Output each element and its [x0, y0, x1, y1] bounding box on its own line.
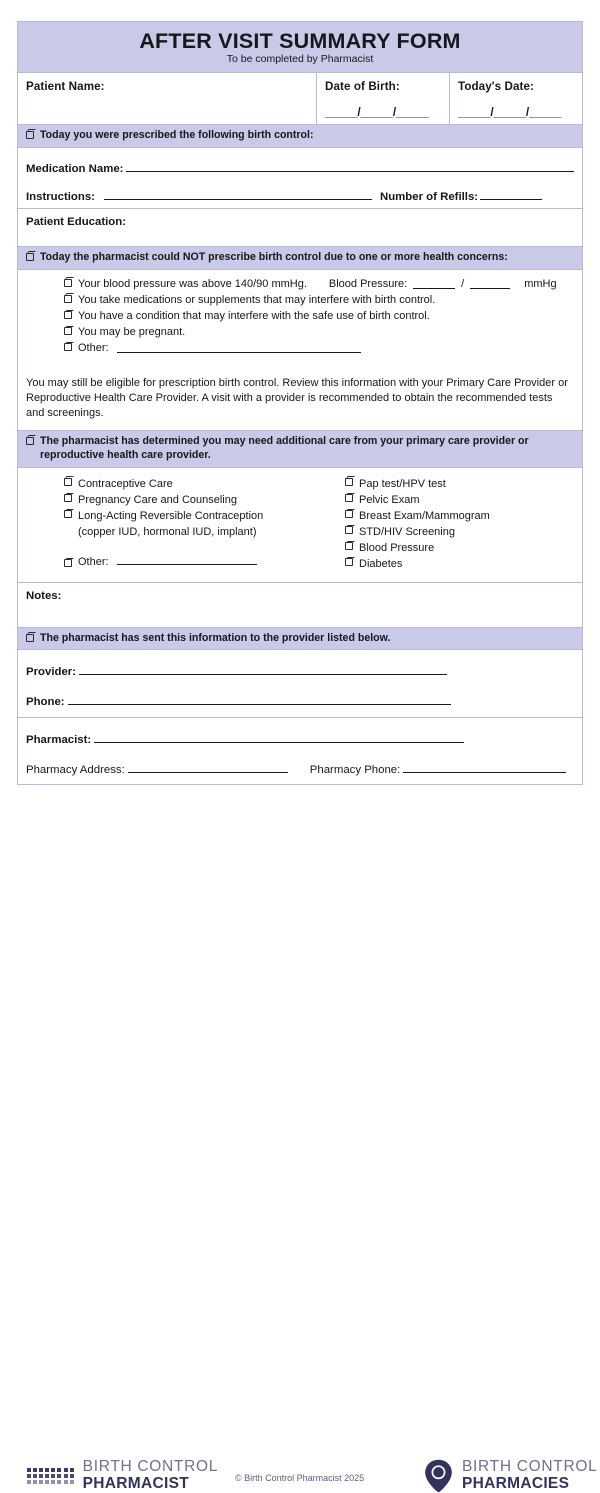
care-options-left-column: [64, 476, 345, 573]
logo-line-1: BIRTH CONTROL: [462, 1458, 598, 1476]
provider-row[interactable]: [26, 663, 574, 678]
checkbox-icon[interactable]: [26, 634, 34, 642]
section-prescribed-header[interactable]: [18, 125, 582, 148]
list-item[interactable]: [64, 492, 345, 508]
medication-name-row[interactable]: [26, 160, 574, 175]
todays-date-cell[interactable]: [450, 73, 582, 124]
patient-education-row[interactable]: [18, 209, 582, 247]
checkbox-icon[interactable]: [345, 558, 353, 566]
section-additional-care-line2: reproductive health care provider.: [40, 448, 211, 461]
notes-label: Notes:: [26, 589, 62, 602]
logo-wordmark: [462, 1459, 597, 1492]
list-item[interactable]: [64, 325, 574, 341]
list-item[interactable]: [345, 524, 574, 540]
form-title-band: [18, 22, 582, 73]
date-of-birth-field[interactable]: _____/_____/_____: [325, 104, 429, 119]
checkbox-icon[interactable]: [26, 253, 34, 261]
prescribed-fields: [18, 148, 582, 209]
patient-name-cell[interactable]: [18, 73, 317, 124]
care-option-label: Pap test/HPV test: [359, 477, 446, 490]
page-title: AFTER VISIT SUMMARY FORM: [139, 29, 461, 53]
care-option-label: Breast Exam/Mammogram: [359, 509, 490, 522]
list-item[interactable]: [345, 476, 574, 492]
care-option-label: Contraceptive Care: [78, 477, 173, 490]
health-concern-label: You may be pregnant.: [78, 325, 186, 338]
provider-phone-input[interactable]: [68, 693, 451, 705]
eligibility-paragraph: You may still be eligible for prescription birth control. Review this information with your Primary Care Provider or Reproductive Health Care Provider. A visit with a provider is recommended to obtain the recommended tests and screenings.: [18, 366, 582, 431]
section-additional-care-line1: The pharmacist has determined you may need additional care from your primary care provider or: [40, 434, 529, 447]
page-subtitle: To be completed by Pharmacist: [226, 53, 374, 66]
patient-name-label: Patient Name:: [26, 79, 105, 93]
checkbox-icon[interactable]: [345, 510, 353, 518]
refills-label: Number of Refills:: [379, 190, 479, 203]
identity-row: [18, 73, 582, 125]
section-not-prescribed-label: Today the pharmacist could NOT prescribe birth control due to one or more health concerns:: [40, 250, 508, 263]
care-option-label: Blood Pressure: [359, 542, 435, 555]
care-option-other[interactable]: [64, 553, 345, 568]
health-concerns-list: [18, 270, 582, 367]
logo-wordmark: [83, 1459, 218, 1492]
dot-grid-logo-icon: [27, 1468, 74, 1484]
section-additional-care-label: [40, 435, 529, 463]
list-item[interactable]: [64, 508, 345, 524]
health-concern-label: You take medications or supplements that may interfere with birth control.: [78, 293, 436, 306]
todays-date-field[interactable]: _____/_____/_____: [458, 104, 562, 119]
checkbox-icon[interactable]: [64, 327, 72, 335]
checkbox-icon[interactable]: [64, 478, 72, 486]
checkbox-icon[interactable]: [345, 494, 353, 502]
logo-line-2: PHARMACIES: [462, 1475, 570, 1492]
list-item[interactable]: [345, 556, 574, 572]
date-of-birth-label: Date of Birth:: [325, 79, 400, 93]
medication-name-label: Medication Name:: [26, 162, 124, 175]
care-other-label: Other:: [78, 556, 109, 569]
section-sent-label: The pharmacist has sent this information to the provider listed below.: [40, 631, 391, 644]
blood-pressure-units: mmHg: [524, 277, 557, 290]
medication-name-input[interactable]: [126, 160, 574, 172]
checkbox-icon[interactable]: [64, 311, 72, 319]
provider-label: Provider:: [26, 666, 77, 679]
birth-control-pharmacies-logo: [424, 1459, 597, 1493]
list-item[interactable]: [345, 508, 574, 524]
instructions-row[interactable]: [26, 188, 574, 203]
care-options-right-column: [345, 476, 574, 573]
date-of-birth-cell[interactable]: [317, 73, 450, 124]
page-footer: [0, 726, 600, 1492]
checkbox-icon[interactable]: [64, 279, 72, 287]
pharmacy-address-label: Pharmacy Address:: [26, 764, 125, 777]
care-option-label: STD/HIV Screening: [359, 526, 455, 539]
care-other-input[interactable]: [117, 553, 257, 565]
section-additional-care-header[interactable]: [18, 431, 582, 468]
health-concern-label: You have a condition that may interfere with the safe use of birth control.: [78, 309, 430, 322]
form-table: [17, 21, 583, 785]
checkbox-icon[interactable]: [64, 559, 72, 567]
instructions-input[interactable]: [104, 188, 372, 200]
care-option-subtext: (copper IUD, hormonal IUD, implant): [78, 526, 257, 539]
provider-fields: [18, 650, 582, 718]
map-pin-logo-icon: [424, 1459, 453, 1493]
additional-care-options: [18, 468, 582, 583]
logo-line-2: PHARMACIST: [82, 1474, 189, 1492]
checkbox-icon[interactable]: [64, 510, 72, 518]
care-option-label: Pelvic Exam: [359, 493, 420, 506]
health-concern-other-label: Other:: [78, 342, 109, 354]
list-item[interactable]: [64, 277, 574, 293]
health-concern-other-input[interactable]: [117, 341, 361, 353]
provider-input[interactable]: [79, 663, 447, 675]
pharmacist-label: Pharmacist:: [26, 734, 92, 747]
refills-input[interactable]: [480, 188, 542, 200]
checkbox-icon[interactable]: [345, 542, 353, 550]
copyright-text: © Birth Control Pharmacist 2025: [235, 1473, 365, 1483]
health-concern-label: Your blood pressure was above 140/90 mmHg.: [78, 277, 307, 290]
list-item[interactable]: [345, 492, 574, 508]
section-not-prescribed-header[interactable]: [18, 247, 582, 270]
checkbox-icon[interactable]: [345, 478, 353, 486]
list-item[interactable]: [64, 309, 574, 325]
blood-pressure-separator: /: [461, 277, 465, 290]
list-item-other[interactable]: [64, 341, 574, 357]
care-option-label: Long-Acting Reversible Contraception: [78, 509, 264, 522]
notes-row[interactable]: [18, 583, 582, 628]
blood-pressure-label: Blood Pressure:: [328, 277, 408, 290]
list-item[interactable]: [64, 476, 345, 492]
provider-phone-label: Phone:: [26, 696, 65, 709]
checkbox-icon[interactable]: [345, 526, 353, 534]
logo-line-1: BIRTH CONTROL: [82, 1458, 219, 1475]
birth-control-pharmacist-logo: [27, 1459, 218, 1492]
todays-date-label: Today's Date:: [458, 79, 534, 93]
checkbox-icon[interactable]: [64, 295, 72, 303]
care-option-label: Diabetes: [359, 558, 403, 571]
provider-phone-row[interactable]: [26, 693, 574, 708]
instructions-label: Instructions:: [26, 190, 95, 203]
pharmacy-phone-label: Pharmacy Phone:: [309, 764, 401, 777]
checkbox-icon[interactable]: [26, 437, 34, 445]
section-sent-header[interactable]: [18, 628, 582, 651]
blood-pressure-diastolic-input[interactable]: [470, 277, 510, 289]
checkbox-icon[interactable]: [26, 131, 34, 139]
blood-pressure-systolic-input[interactable]: [413, 277, 455, 289]
checkbox-icon[interactable]: [64, 494, 72, 502]
checkbox-icon[interactable]: [64, 343, 72, 351]
patient-education-label: Patient Education:: [26, 215, 126, 228]
care-option-label: Pregnancy Care and Counseling: [78, 493, 237, 506]
list-item[interactable]: [64, 293, 574, 309]
section-prescribed-label: Today you were prescribed the following birth control:: [40, 128, 314, 141]
list-item[interactable]: [345, 540, 574, 556]
